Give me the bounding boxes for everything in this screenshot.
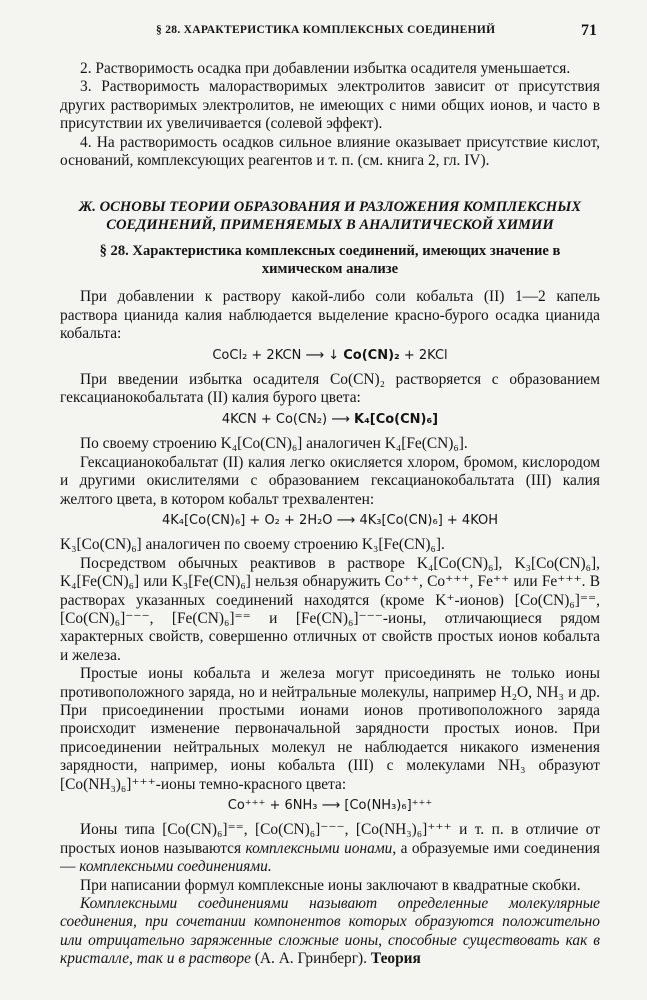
equation-1	[60, 347, 600, 365]
paragraph-heading: § 28. Характеристика комплексных соединений, имеющих значение в химическом анализе	[99, 243, 561, 278]
equation-2-product: K₄[Co(CN)₆]	[354, 411, 439, 427]
complex-ions-text-2: , а образуемые ими соединения —	[60, 839, 600, 876]
paragraph-cobalt-cyanide: При добавлении к раствору какой-либо соли кобальта (II) 1—2 капель раствора цианида калия наблюдается выделение красно-бурого осадка цианида кобальта:	[60, 288, 600, 343]
paragraph-oxidation: Гексацианокобальтат (II) калия легко окисляется хлором, бромом, кислородом и другими окислителями с образованием гексацианокобальтата (III) калия желтого цвета, в котором кобальт трехвалентен:	[60, 453, 600, 508]
paragraph-solubility-2: 2. Растворимость осадка при добавлении избытка осадителя уменьшается.	[80, 60, 571, 77]
section-heading: Ж. ОСНОВЫ ТЕОРИИ ОБРАЗОВАНИЯ И РАЗЛОЖЕНИЯ КОМПЛЕКСНЫХ СОЕДИНЕНИЙ, ПРИМЕНЯЕМЫХ В АНАЛИТИЧЕСКОЙ ХИМИИ	[78, 199, 582, 234]
definition-author: (А. А. Гринберг).	[250, 950, 371, 968]
paragraph-excess-precipitant: При введении избытка осадителя Co(CN)₂ растворяется с образованием гексацианокобальтата (II) калия бурого цвета:	[60, 371, 600, 407]
paragraph-simple-ions: Простые ионы кобальта и железа могут присоединять не только ионы противоположного заряда, но и нейтральные молекулы, например H₂O, NH₃ и др. При присоединении простыми ионами ионов противоположного заряда происходит изменение первоначальной зарядности простых ионов. При присоединении нейтральных молекул не наблюдается никакого изменения зарядности, например, ионы кобальта (III) с молекулами NH₃ образуют [Co(NH₃)₆]⁺⁺⁺-ионы темно-красного цвета:	[60, 665, 600, 793]
paragraph-brackets: При написании формул комплексные ионы заключают в квадратные скобки.	[80, 876, 581, 894]
complex-ions-text-1: Ионы типа [Co(CN)₆]⁼⁼, [Co(CN)₆]⁻⁻⁻, [Co(NH₃)₆]⁺⁺⁺ и т. п. в отличие от простых ионов называются	[60, 821, 600, 857]
paragraph-k3-analog: K₃[Co(CN)₆] аналогичен по своему строению K₃[Fe(CN)₆].	[60, 536, 445, 554]
paragraph-reagents: Посредством обычных реактивов в растворе K₄[Co(CN)₆], K₃[Co(CN)₆], K₄[Fe(CN)₆] или K₃[Fe(CN)₆] нельзя обнаружить Co⁺⁺, Co⁺⁺⁺, Fe⁺⁺ или Fe⁺⁺⁺. В растворах указанных соединений находятся (кроме K⁺-ионов) [Co(CN)₆]⁼⁼, [Co(CN)₆]⁻⁻⁻, [Fe(CN)₆]⁼⁼ и [Fe(CN)₆]⁻⁻⁻-ионы, отличающиеся рядом характерных свойств, совершенно отличных от свойств простых ионов кобальта и железа.	[60, 554, 600, 664]
equation-4: Co⁺⁺⁺ + 6NH₃ ⟶ [Co(NH₃)₆]⁺⁺⁺	[227, 798, 433, 813]
equation-2	[60, 411, 600, 429]
equation-3: 4K₄[Co(CN)₆] + O₂ + 2H₂O ⟶ 4K₃[Co(CN)₆] + 4KOH	[161, 512, 499, 528]
page-body	[60, 60, 600, 969]
paragraph-solubility-3: 3. Растворимость малорастворимых электролитов зависит от присутствия других растворимых электролитов, не имеющих с ними общих ионов, и часто в присутствии их увеличивается (солевой эффект).	[60, 78, 600, 133]
page-header	[70, 24, 601, 46]
term-complex-ions: комплексными ионами	[245, 839, 393, 857]
running-title: § 28. ХАРАКТЕРИСТИКА КОМПЛЕКСНЫХ СОЕДИНЕНИЙ	[156, 24, 496, 36]
definition-theory-word: Теория	[370, 950, 421, 968]
equation-2-left: 4KCN + Co(CN₂) ⟶	[221, 411, 354, 427]
equation-1-precipitate: Co(CN)₂	[343, 347, 400, 363]
equation-1-right: + 2KCl	[399, 347, 448, 363]
term-complex-compounds: комплексными соединениями.	[79, 858, 272, 876]
paragraph-solubility-4: 4. На растворимость осадков сильное влияние оказывает присутствие кислот, оснований, комплексующих реагентов и т. п. (см. книга 2, гл. IV).	[60, 133, 600, 170]
paragraph-definition	[60, 895, 600, 969]
paragraph-structure-analog: По своему строению K₄[Co(CN)₆] аналогичен K₄[Fe(CN)₆].	[80, 435, 468, 453]
definition-text: Комплексными соединениями называют определенные молекулярные соединения, при сочетании компонентов которых образуются положительно или отрицательно заряженные сложные ионы, способные существовать как в кристалле, так и в растворе	[60, 895, 600, 968]
page-number: 71	[581, 22, 597, 39]
equation-1-left: CoCl₂ + 2KCN ⟶ ↓	[212, 347, 344, 363]
paragraph-complex-ions	[60, 821, 600, 876]
